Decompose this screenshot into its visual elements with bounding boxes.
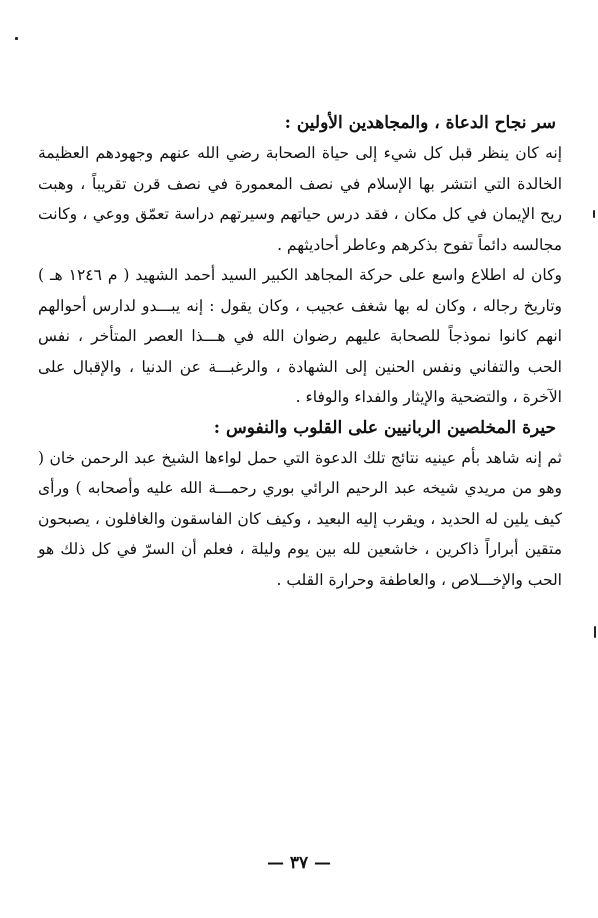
- page-number: — ٣٧ —: [266, 853, 332, 873]
- margin-mark-right-2: [594, 626, 596, 638]
- paragraph-companions: إنه كان ينظر قبل كل شيء إلى حياة الصحابة رضي الله عنهم وجهودهم العظيمة الخالدة التي انتشر بها الإسلام في نصف المعمورة في نصف قرن تقريباً ، وهبت ريح الإيمان في كل مكان ، فقد درس حياتهم وسيرتهم دراسة تعمّق ووعي ، وكانت مجالسه دائماً تفوح بذكرهم وعاطر أحاديثهم .: [38, 144, 562, 254]
- section-heading-sincere-devotees: حيرة المخلصين الربانيين على القلوب والنفوس :: [213, 417, 556, 438]
- section-heading-secret-of-success: سر نجاح الدعاة ، والمجاهدين الأولين :: [284, 113, 556, 133]
- paragraph-shaykh-abdulrahman: ثم إنه شاهد بأم عينيه نتائج تلك الدعوة التي حمل لواءها الشيخ عبد الرحمن خان ( وهو من مريدي شيخه عبد الرحيم الرائي بوري رحمـــة الله عليه وأصحابه ) ورأى كيف يلين له الحديد ، ويقرب إليه البعيد ، وكيف كان الفاسقون والغافلون ، يصبحون متقين أبراراً ذاكرين ، خاشعين لله بين يوم وليلة ، فعلم أن السرّ في كل ذلك هو الحب والإخـــلاص ، والعاطفة وحرارة القلب .: [38, 448, 562, 589]
- margin-mark-top-left: [15, 37, 18, 40]
- page-body: [38, 108, 562, 595]
- paragraph-sayyid-ahmad: وكان له اطلاع واسع على حركة المجاهد الكبير السيد أحمد الشهيد ( م ١٢٤٦ هـ ) وتاريخ رجاله ، وكان له بها شغف عجيب ، وكان يقول : إنه يبـــدو لدارس أحوالهم انهم كانوا نموذجاً للصحابة عليهم رضوان الله في هـــذا العصر المتأخر ، نفس الحب والتفاني ونفس الحنين إلى الشهادة ، والرغبـــة عن الدنيا ، والإقبال على الآخرة ، والتضحية والإيثار والفداء والوفاء .: [38, 266, 563, 406]
- margin-mark-right-1: [593, 210, 595, 218]
